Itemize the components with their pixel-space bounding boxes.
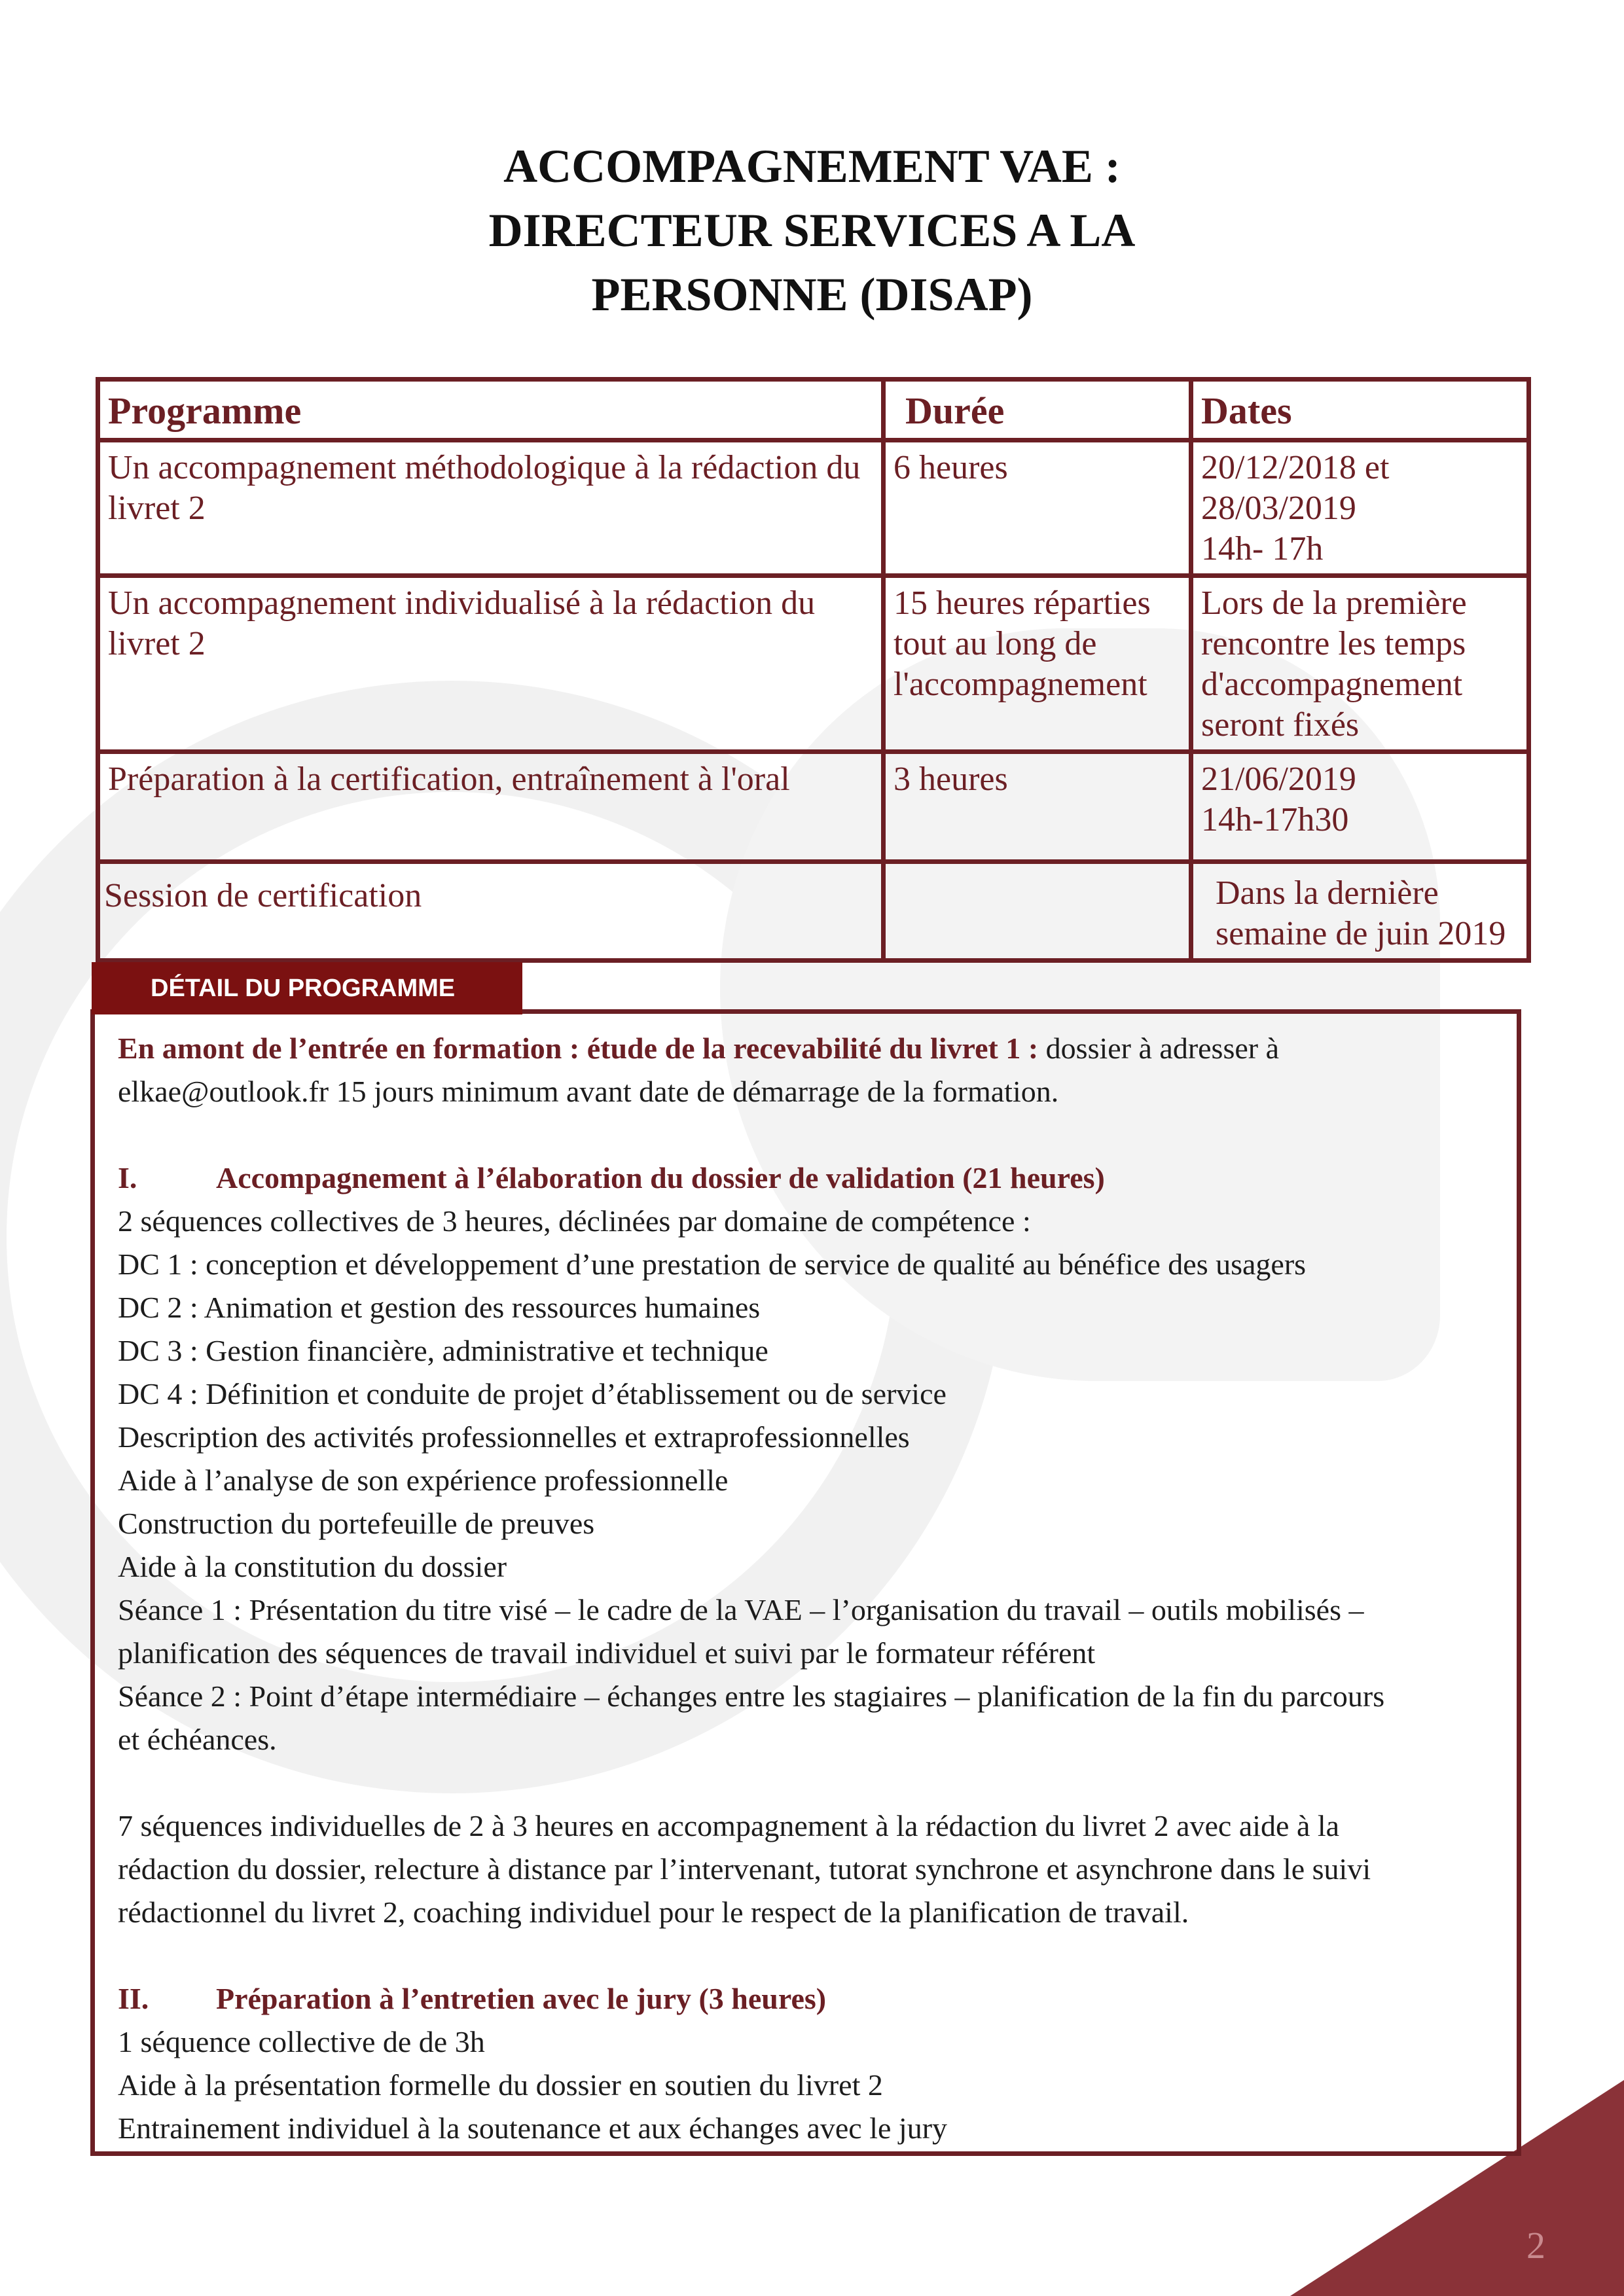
detail-line: Construction du portefeuille de preuves [118, 1507, 595, 1540]
cell-duree [884, 862, 1191, 961]
header-dates: Dates [1191, 380, 1529, 440]
detail-line: rédactionnel du livret 2, coaching individuel pour le respect de la planification de travail. [118, 1895, 1189, 1929]
section-number: II. [118, 1982, 149, 2015]
date-line: d'accompagnement [1201, 666, 1463, 703]
detail-line: Aide à la constitution du dossier [118, 1550, 507, 1583]
date-line: 14h- 17h [1201, 530, 1324, 567]
date-line: 21/06/2019 [1201, 761, 1356, 798]
date-line: Dans la dernière [1216, 874, 1439, 912]
intro-line-2: elkae@outlook.fr 15 jours minimum avant date de démarrage de la formation. [118, 1075, 1059, 1108]
spacer [118, 1761, 1497, 1804]
detail-line: rédaction du dossier, relecture à distance par l’intervenant, tutorat synchrone et asynchrone dans le suivi [118, 1852, 1371, 1886]
section-title: Accompagnement à l’élaboration du dossier de validation (21 heures) [216, 1161, 1105, 1194]
spacer [118, 1113, 1497, 1157]
cell-duree: 6 heures [884, 440, 1191, 576]
cell-programme: Un accompagnement méthodologique à la rédaction du livret 2 [98, 440, 884, 576]
intro-line [118, 1027, 1497, 1070]
table-header-row [98, 380, 1529, 440]
detail-line: Séance 2 : Point d’étape intermédiaire – échanges entre les stagiaires – planification de la fin du parcours [118, 1679, 1385, 1713]
table-row [98, 862, 1529, 961]
date-line: 14h-17h30 [1201, 801, 1349, 838]
detail-line: 7 séquences individuelles de 2 à 3 heures en accompagnement à la rédaction du livret 2 avec aide à la [118, 1809, 1340, 1842]
detail-line: Séance 1 : Présentation du titre visé – le cadre de la VAE – l’organisation du travail – outils mobilisés – [118, 1593, 1364, 1626]
detail-line: Aide à la présentation formelle du dossier en soutien du livret 2 [118, 2068, 883, 2102]
date-line: rencontre les temps [1201, 625, 1466, 662]
intro-rest: dossier à adresser à [1038, 1031, 1280, 1065]
header-programme: Programme [98, 380, 884, 440]
detail-line: DC 3 : Gestion financière, administrative et technique [118, 1334, 768, 1367]
date-line: seront fixés [1201, 706, 1360, 744]
cell-dates [1191, 440, 1529, 576]
spacer [118, 1934, 1497, 1977]
detail-line: Aide à l’analyse de son expérience professionnelle [118, 1463, 729, 1497]
cell-dates [1191, 862, 1529, 961]
date-line: Lors de la première [1201, 584, 1467, 622]
header-duree: Durée [884, 380, 1191, 440]
date-line: 28/03/2019 [1201, 490, 1356, 527]
title-line: ACCOMPAGNEMENT VAE : [503, 140, 1121, 192]
detail-line: Entrainement individuel à la soutenance et aux échanges avec le jury [118, 2111, 948, 2145]
detail-line: et échéances. [118, 1723, 277, 1756]
section-number: I. [118, 1161, 137, 1194]
title-line: PERSONNE (DISAP) [591, 268, 1033, 321]
cell-dates [1191, 752, 1529, 862]
detail-tab-label: DÉTAIL DU PROGRAMME [92, 962, 522, 1014]
table-row [98, 440, 1529, 576]
section-title: Préparation à l’entretien avec le jury (3 heures) [216, 1982, 827, 2015]
date-line: semaine de juin 2019 [1216, 915, 1506, 952]
cell-duree: 3 heures [884, 752, 1191, 862]
intro-bold: En amont de l’entrée en formation : étude de la recevabilité du livret 1 : [118, 1031, 1039, 1065]
cell-dates [1191, 576, 1529, 752]
page-number: 2 [1526, 2224, 1545, 2267]
table-row [98, 576, 1529, 752]
detail-box [90, 1009, 1521, 2156]
cell-programme: Un accompagnement individualisé à la rédaction du livret 2 [98, 576, 884, 752]
programme-table [96, 377, 1531, 963]
cell-programme: Préparation à la certification, entraînement à l'oral [98, 752, 884, 862]
title-line: DIRECTEUR SERVICES A LA [488, 204, 1136, 257]
detail-line: DC 2 : Animation et gestion des ressources humaines [118, 1291, 761, 1324]
detail-line: DC 4 : Définition et conduite de projet d’établissement ou de service [118, 1377, 947, 1410]
detail-line: Description des activités professionnelles et extraprofessionnelles [118, 1420, 910, 1454]
detail-line: planification des séquences de travail individuel et suivi par le formateur référent [118, 1636, 1096, 1670]
detail-line: 2 séquences collectives de 3 heures, déclinées par domaine de compétence : [118, 1204, 1031, 1238]
table-row [98, 752, 1529, 862]
cell-duree: 15 heures réparties tout au long de l'accompagnement [884, 576, 1191, 752]
section-heading [118, 1977, 1497, 2020]
section-heading [118, 1157, 1497, 1200]
detail-line: DC 1 : conception et développement d’une prestation de service de qualité au bénéfice des usagers [118, 1247, 1307, 1281]
page-title [0, 134, 1624, 327]
cell-programme: Session de certification [98, 862, 884, 961]
detail-line: 1 séquence collective de de 3h [118, 2025, 485, 2058]
date-line: 20/12/2018 et [1201, 449, 1390, 486]
